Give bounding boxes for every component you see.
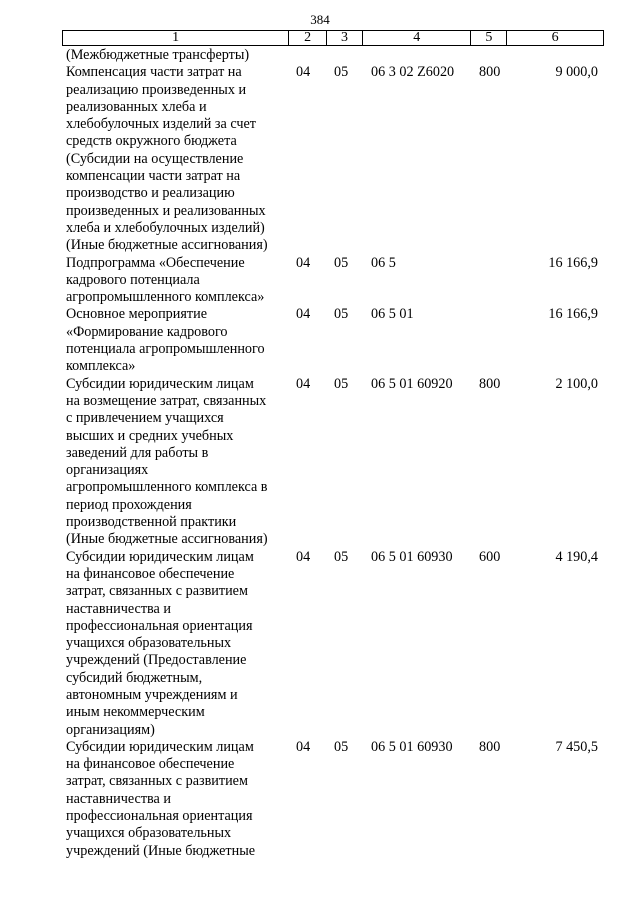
header-col-5: 5 bbox=[471, 31, 507, 45]
row-sum: 16 166,9 bbox=[548, 306, 598, 323]
row-code: 06 3 02 Z6020 bbox=[371, 64, 455, 81]
row-expense-type: 800 bbox=[479, 738, 501, 755]
row-sum: 2 100,0 bbox=[555, 375, 598, 392]
row-name: Субсидии юридическим лицам на возмещение затрат, связанных с привлечением учащихся высших и средних учебных заведений для работы в организациях агропромышленного комплекса в период прохождения производственной практики (Иные бюджетные ассигнования) bbox=[66, 375, 268, 548]
row-code: 06 5 bbox=[371, 254, 396, 271]
row-code: 06 5 01 60920 bbox=[371, 375, 453, 392]
row-sum: 9 000,0 bbox=[555, 64, 598, 81]
row-section: 04 bbox=[296, 738, 311, 755]
table-row bbox=[66, 549, 602, 739]
table-row bbox=[66, 255, 602, 307]
row-section: 04 bbox=[296, 254, 311, 271]
table-header bbox=[62, 30, 604, 46]
row-code: 06 5 01 bbox=[371, 306, 414, 323]
header-col-1: 1 bbox=[63, 31, 289, 45]
row-expense-type: 800 bbox=[479, 375, 501, 392]
row-sum: 16 166,9 bbox=[548, 254, 598, 271]
header-col-4: 4 bbox=[363, 31, 472, 45]
table-row bbox=[66, 306, 602, 375]
table-body bbox=[66, 47, 602, 860]
row-subsection: 05 bbox=[334, 548, 349, 565]
table-row bbox=[66, 47, 602, 64]
table-row bbox=[66, 376, 602, 549]
row-code: 06 5 01 60930 bbox=[371, 738, 453, 755]
row-subsection: 05 bbox=[334, 738, 349, 755]
header-col-6: 6 bbox=[551, 30, 559, 45]
row-sum: 4 190,4 bbox=[555, 548, 598, 565]
row-subsection: 05 bbox=[334, 375, 349, 392]
row-section: 04 bbox=[296, 64, 311, 81]
row-name: (Межбюджетные трансферты) bbox=[66, 47, 250, 63]
table-row bbox=[66, 739, 602, 860]
row-expense-type: 800 bbox=[479, 64, 501, 81]
page-number: 384 bbox=[310, 12, 330, 27]
header-col-3: 3 bbox=[327, 31, 363, 45]
header-col-2: 2 bbox=[289, 31, 327, 45]
row-sum: 7 450,5 bbox=[555, 738, 598, 755]
row-name: Субсидии юридическим лицам на финансовое обеспечение затрат, связанных с развитием наставничества и профессиональная ориентация учащихся образовательных учреждений (Иные бюджетные bbox=[66, 738, 256, 859]
row-subsection: 05 bbox=[334, 306, 349, 323]
row-subsection: 05 bbox=[334, 64, 349, 81]
row-name: Подпрограмма «Обеспечение кадрового потенциала агропромышленного комплекса» bbox=[66, 254, 265, 306]
row-code: 06 5 01 60930 bbox=[371, 548, 453, 565]
row-section: 04 bbox=[296, 375, 311, 392]
row-name: Основное мероприятие «Формирование кадрового потенциала агропромышленного комплекса» bbox=[66, 306, 265, 375]
row-subsection: 05 bbox=[334, 254, 349, 271]
row-name: Компенсация части затрат на реализацию произведенных и реализованных хлеба и хлебобулочных изделий за счет средств окружного бюджета (Субсидии на осуществление компенсации части затрат на производство и реализацию произведенных и реализованных хлеба и хлебобулочных изделий) (Иные бюджетные ассигнования) bbox=[66, 64, 268, 254]
row-expense-type: 600 bbox=[479, 548, 501, 565]
table-row bbox=[66, 64, 602, 254]
row-name: Субсидии юридическим лицам на финансовое обеспечение затрат, связанных с развитием наставничества и профессиональная ориентация учащихся образовательных учреждений (Предоставление субсидий бюджетным, автономным учреждениям и иным некоммерческим организациям) bbox=[66, 548, 254, 738]
row-section: 04 bbox=[296, 306, 311, 323]
row-section: 04 bbox=[296, 548, 311, 565]
